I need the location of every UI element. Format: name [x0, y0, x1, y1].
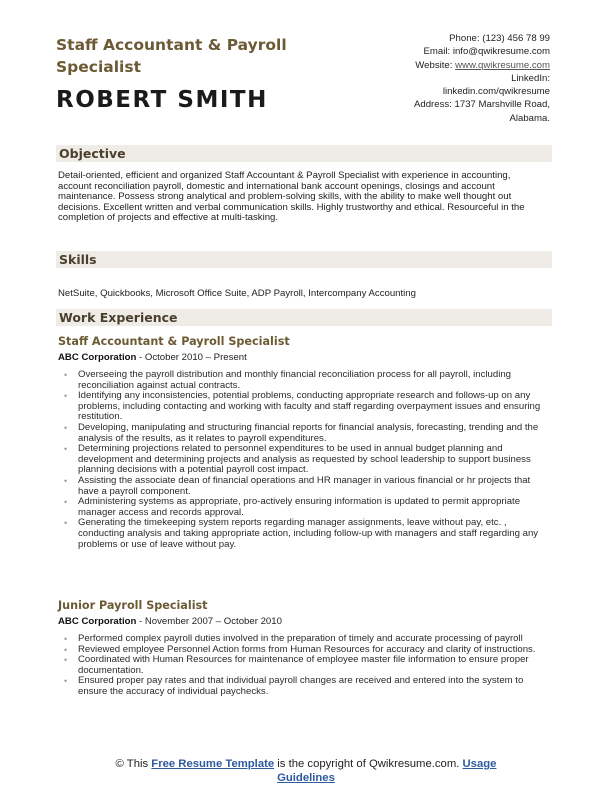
list-item: • Developing, manipulating and structuring financial reports for financial analysis, forecasting, trending and the analysis of the results, as it relates to payroll expenditures. — [58, 423, 550, 444]
phone-value: (123) 456 78 99 — [482, 33, 550, 44]
list-item: • Performed complex payroll duties involved in the preparation of timely and accurate processing of payroll — [58, 634, 550, 645]
list-item: • Generating the timekeeping system reports regarding manager assignments, leave without pay, etc. , conducting analysis and taking appropriate action, including follow-up with managers and staff regarding any problems or use of leave without pay. — [58, 518, 550, 550]
usage-guidelines-link[interactable]: Usage — [462, 758, 497, 770]
list-item: • Identifying any inconsistencies, potential problems, conducting appropriate research and follows-up on any problems, including contacting and working with faculty and staff regarding overpayment issues and ensuring restitution. — [58, 391, 550, 423]
website-label: Website: — [415, 59, 453, 71]
job-1-dates: - October 2010 – Present — [136, 352, 247, 363]
email-label: Email: — [423, 46, 451, 58]
phone-line — [310, 32, 550, 45]
footer — [56, 758, 556, 785]
list-item: • Ensured proper pay rates and that individual payroll changes are received and entered into the system to ensure the accuracy of individual paychecks. — [58, 676, 550, 697]
email-value: info@qwikresume.com — [452, 46, 550, 58]
address-line-2 — [310, 112, 550, 125]
job-2-duties — [58, 634, 550, 698]
linkedin-label-line — [310, 72, 550, 85]
list-item: • Assisting the associate dean of financial operations and HR manager in various financial or hr projects that have a payroll component. — [58, 476, 550, 497]
address-label: Address: — [413, 99, 452, 111]
website-line — [310, 59, 550, 72]
phone-label: Phone: — [449, 33, 480, 44]
job-2-company-line — [58, 616, 282, 628]
list-item: • Coordinated with Human Resources for maintenance of employee master file information to ensure proper documentation. — [58, 655, 550, 676]
job-1-company-line — [58, 352, 247, 364]
work-experience-heading: Work Experience — [56, 309, 552, 326]
job-title: Staff Accountant & Payroll Specialist — [56, 36, 287, 76]
list-item: • Determining projections related to personnel expenditures to be used in annual budget planning and development and determining projects and analysis as requested by school leadership to support business planning decisions with a potential payroll cost impact. — [58, 444, 550, 476]
email-line — [310, 45, 550, 58]
skills-text: NetSuite, Quickbooks, Microsoft Office Suite, ADP Payroll, Intercompany Accounting — [58, 288, 416, 299]
contact-block — [310, 32, 550, 125]
address-value-2: Alabama. — [509, 112, 550, 124]
job-1-company: ABC Corporation — [58, 352, 137, 363]
list-item: • Overseeing the payroll distribution and monthly financial reconciliation process for all payroll, including reconciliation against actual contracts. — [58, 370, 550, 391]
free-resume-template-link[interactable]: Free Resume Template — [151, 758, 275, 770]
objective-heading: Objective — [56, 145, 552, 162]
address-value: 1737 Marshville Road, — [454, 99, 550, 111]
linkedin-label: LinkedIn: — [511, 72, 550, 84]
job-1-title: Staff Accountant & Payroll Specialist — [58, 335, 290, 348]
objective-text: Detail-oriented, efficient and organized Staff Accountant & Payroll Specialist with experience in accounting, account reconciliation payroll, domestic and international bank account openings, closings and account maintenance. Possess strong analytical and problem-solving skills, with the ability to make well thought out decisions. Excellent written and verbal communication skills. Highly trustworthy and ethical. Resourceful in the completion of projects and effective at multi-tasking. — [58, 170, 525, 224]
list-item: • Reviewed employee Personnel Action forms from Human Resources for accuracy and clarity of instructions. — [58, 645, 550, 656]
linkedin-value: linkedin.com/qwikresume — [442, 86, 550, 98]
footer-middle: is the copyright of Qwikresume.com. — [274, 758, 463, 770]
job-1-duties — [58, 370, 550, 550]
usage-guidelines-link-line2[interactable]: Guidelines — [277, 771, 335, 784]
footer-prefix: © This — [115, 758, 152, 770]
job-2-title: Junior Payroll Specialist — [58, 599, 208, 612]
job-2-company: ABC Corporation — [58, 616, 137, 627]
address-line — [310, 98, 550, 111]
linkedin-value-line — [310, 85, 550, 98]
skills-heading: Skills — [56, 251, 552, 268]
website-link[interactable]: www.qwikresume.com — [455, 59, 550, 71]
candidate-name: ROBERT SMITH — [56, 87, 268, 113]
job-2-dates: - November 2007 – October 2010 — [136, 616, 282, 627]
list-item: • Administering systems as appropriate, pro-actively ensuring information is updated to permit appropriate manager access and records approval. — [58, 497, 550, 518]
